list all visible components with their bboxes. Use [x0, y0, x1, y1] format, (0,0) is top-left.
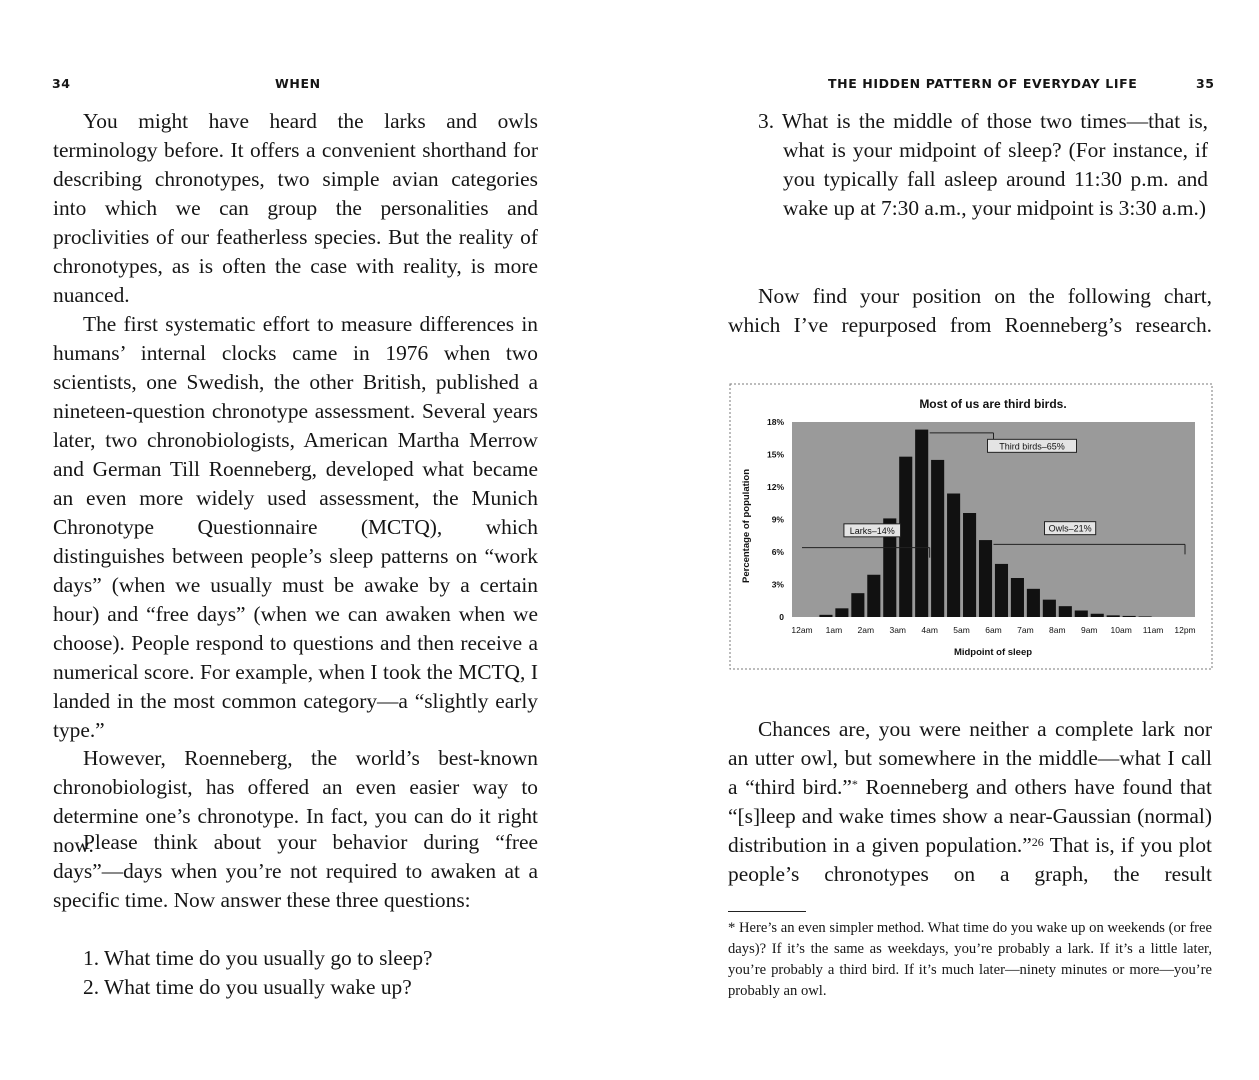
- bar: [1139, 616, 1152, 617]
- x-tick-label: 11am: [1142, 625, 1164, 635]
- bar: [1011, 578, 1024, 617]
- third-bird-text-3: That is, if you plot people’s chronotypes on a graph, the result: [728, 833, 1212, 886]
- citation-number: 26: [1031, 835, 1044, 849]
- paragraph-find-position: Now find your position on the following chart, which I’ve repurposed from Roenneberg’s research.: [728, 284, 1212, 337]
- bar: [851, 593, 864, 617]
- question-1: 1. What time do you usually go to sleep?: [83, 946, 433, 970]
- footnote-marker: *: [851, 777, 858, 791]
- paragraph-larks-owls: You might have heard the larks and owls terminology before. It offers a convenient shorthand for describing chronotypes, two simple avian categories into which we can group the personalities and proclivities of our featherless species. But the reality of chronotypes, as is often the case with reality, is more nuanced.: [53, 109, 538, 307]
- page-number-left: 34: [52, 76, 71, 91]
- chart-title: Most of us are third birds.: [919, 397, 1067, 411]
- annotation-label: Third birds–65%: [999, 441, 1065, 452]
- bar: [947, 494, 960, 618]
- x-tick-label: 1am: [825, 625, 843, 635]
- x-tick-label: 9am: [1080, 625, 1098, 635]
- bar: [1107, 615, 1120, 617]
- x-tick-label: 10am: [1110, 625, 1132, 635]
- y-tick-label: 18%: [766, 417, 784, 427]
- running-head-left: WHEN: [275, 76, 321, 91]
- running-head-right: THE HIDDEN PATTERN OF EVERYDAY LIFE: [828, 76, 1138, 91]
- bar: [979, 540, 992, 617]
- x-tick-label: 7am: [1017, 625, 1034, 635]
- x-tick-label: 6am: [985, 625, 1002, 635]
- bar: [963, 513, 976, 617]
- bar: [1075, 611, 1088, 618]
- footnote: * Here’s an even simpler method. What time do you wake up on weekends (or free days)? If it’s the same as weekdays, you’re probably a lark. If it’s a little later, you’re probably a third bird. If it’s much later—ninety minutes or more—you’re probably an owl.: [728, 920, 1212, 999]
- bar: [1059, 606, 1072, 617]
- x-tick-label: 4am: [921, 625, 938, 635]
- y-tick-label: 15%: [766, 449, 784, 460]
- bar: [1043, 600, 1056, 617]
- x-tick-label: 8am: [1049, 625, 1066, 635]
- bar: [995, 564, 1008, 617]
- x-tick-label: 2am: [857, 625, 875, 635]
- bar: [899, 457, 912, 617]
- third-bird-text-1: Chances are, you were neither a complete lark nor an utter owl, but somewhere in the middle—what I call a “third bird.”: [728, 717, 1212, 799]
- bar: [835, 608, 848, 617]
- chronotype-chart: [729, 383, 1213, 670]
- bar: [867, 575, 880, 617]
- paragraph-third-bird: [728, 715, 1212, 889]
- x-tick-label: 12pm: [1174, 625, 1196, 635]
- y-tick-label: 3%: [771, 579, 784, 590]
- y-tick-label: 12%: [766, 482, 784, 492]
- x-axis-label: Midpoint of sleep: [953, 647, 1033, 658]
- bar: [819, 615, 832, 617]
- annotation-label: Owls–21%: [1048, 523, 1092, 534]
- bar: [1123, 616, 1136, 617]
- x-tick-label: 5am: [953, 625, 970, 635]
- paragraph-first-effort: The first systematic effort to measure differences in humans’ internal clocks came in 1976 when two scientists, one Swedish, the other British, published a nineteen-question chronotype assessment. Several years later, two chronobiologists, American Martha Merrow and German Till Roenneberg, developed what became an even more widely used assessment, the Munich Chronotype Questionnaire (MCTQ), which distinguishes between people’s sleep patterns on “work days” (when we usually must be awake by a certain hour) and “free days” (when we can awaken when we choose). People respond to questions and then receive a numerical score. For example, when I took the MCTQ, I landed in the most common category—a “slightly early type.”: [53, 312, 538, 742]
- bar: [1027, 589, 1040, 617]
- x-tick-label: 12am: [791, 625, 813, 635]
- paragraph-free-days: Please think about your behavior during “free days”—days when you’re not required to awaken at a specific time. Now answer these three questions:: [53, 830, 538, 912]
- page-number-right: 35: [1196, 76, 1215, 91]
- footnote-rule: [728, 911, 806, 912]
- y-tick-label: 9%: [771, 514, 784, 525]
- bar: [915, 430, 928, 617]
- question-2: 2. What time do you usually wake up?: [83, 975, 412, 999]
- question-3: 3. What is the middle of those two times—that is, what is your midpoint of sleep? (For instance, if you typically fall asleep around 11:30 p.m. and wake up at 7:30 a.m., your midpoint is 3:30 a.m.): [758, 109, 1208, 220]
- y-tick-label: 0: [779, 612, 784, 622]
- annotation-label: Larks–14%: [849, 525, 895, 536]
- x-tick-label: 3am: [889, 625, 907, 635]
- y-tick-label: 6%: [771, 547, 784, 557]
- paragraph-roenneberg: However, Roenneberg, the world’s best-known chronobiologist, has offered an even easier way to determine one’s chronotype. In fact, you can do it right now.: [53, 746, 538, 857]
- bar: [1091, 614, 1104, 617]
- y-axis-label: Percentage of population: [741, 468, 752, 584]
- bar: [931, 460, 944, 617]
- third-bird-text-2: Roenneberg and others have found that “[s]leep and wake times show a near-Gaussian (normal) distribution in a given population.”: [728, 775, 1212, 857]
